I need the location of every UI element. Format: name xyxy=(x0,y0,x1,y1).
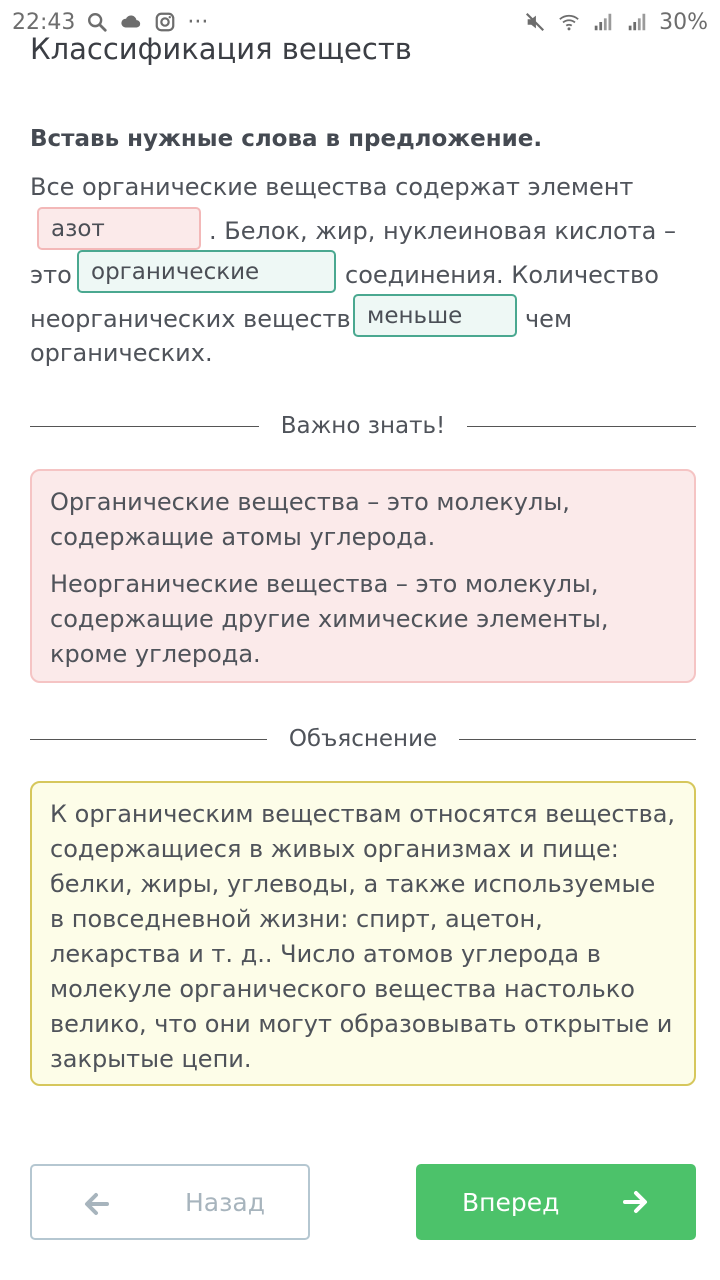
answer-blank-3-text: меньше xyxy=(367,302,463,329)
important-text-1: Органические вещества – это молекулы, содержащие атомы углерода. xyxy=(50,488,570,551)
divider-line xyxy=(467,426,696,427)
answer-blank-3[interactable] xyxy=(353,294,517,337)
sentence-fragment-2: . Белок, жир, нуклеиновая кислота – xyxy=(209,217,676,245)
sentence-line-1: Все органические вещества содержат элемент xyxy=(30,173,634,201)
explanation-text: К органическим веществам относятся вещества, содержащиеся в живых организмах и пище: белки, жиры, углеводы, а также используемые в повседневной жизни: спирт, ацетон, лекарства и т. д.. Число атомов углерода в молекуле органического вещества настолько велико, что они могут образовывать открытые и закрытые цепи. xyxy=(50,800,676,1073)
mute-icon xyxy=(523,10,547,34)
important-text-2: Неорганические вещества – это молекулы, содержащие другие химические элементы, кроме углерода. xyxy=(50,570,609,668)
divider-line xyxy=(30,739,267,740)
signal-icon xyxy=(625,10,649,34)
back-button-label: Назад xyxy=(185,1187,266,1217)
divider-line xyxy=(459,739,696,740)
battery-level: 30% xyxy=(659,9,708,35)
explanation-box xyxy=(30,781,696,1086)
more-notifications: ··· xyxy=(187,9,209,35)
arrow-right-icon xyxy=(622,1188,650,1216)
explanation-divider xyxy=(30,724,696,754)
task-heading: Вставь нужные слова в предложение. xyxy=(30,126,543,152)
sentence-fragment-4: соединения. Количество xyxy=(345,261,659,289)
search-icon xyxy=(85,10,109,34)
sentence-fragment-6: чем xyxy=(525,305,573,333)
answer-blank-2[interactable] xyxy=(77,250,336,293)
sentence-fragment-7: органических. xyxy=(30,339,213,367)
important-divider xyxy=(30,411,696,441)
next-button-label: Вперед xyxy=(462,1187,560,1217)
important-label: Важно знать! xyxy=(280,413,446,439)
cloud-icon xyxy=(119,10,143,34)
divider-line xyxy=(30,426,259,427)
instagram-icon xyxy=(153,10,177,34)
sentence-fragment-3: это xyxy=(30,261,72,289)
answer-blank-1-text: азот xyxy=(51,215,105,242)
arrow-left-icon xyxy=(82,1190,110,1218)
next-button[interactable] xyxy=(416,1164,696,1240)
important-box xyxy=(30,469,696,683)
clock: 22:43 xyxy=(12,9,76,35)
page-title: Классификация веществ xyxy=(30,32,412,66)
explanation-label: Объяснение xyxy=(288,726,438,752)
answer-blank-1[interactable] xyxy=(37,207,201,250)
signal-icon xyxy=(591,10,615,34)
answer-blank-2-text: органические xyxy=(91,258,260,285)
wifi-icon xyxy=(557,10,581,34)
back-button[interactable] xyxy=(30,1164,310,1240)
sentence-fragment-5: неорганических веществ xyxy=(30,305,351,333)
